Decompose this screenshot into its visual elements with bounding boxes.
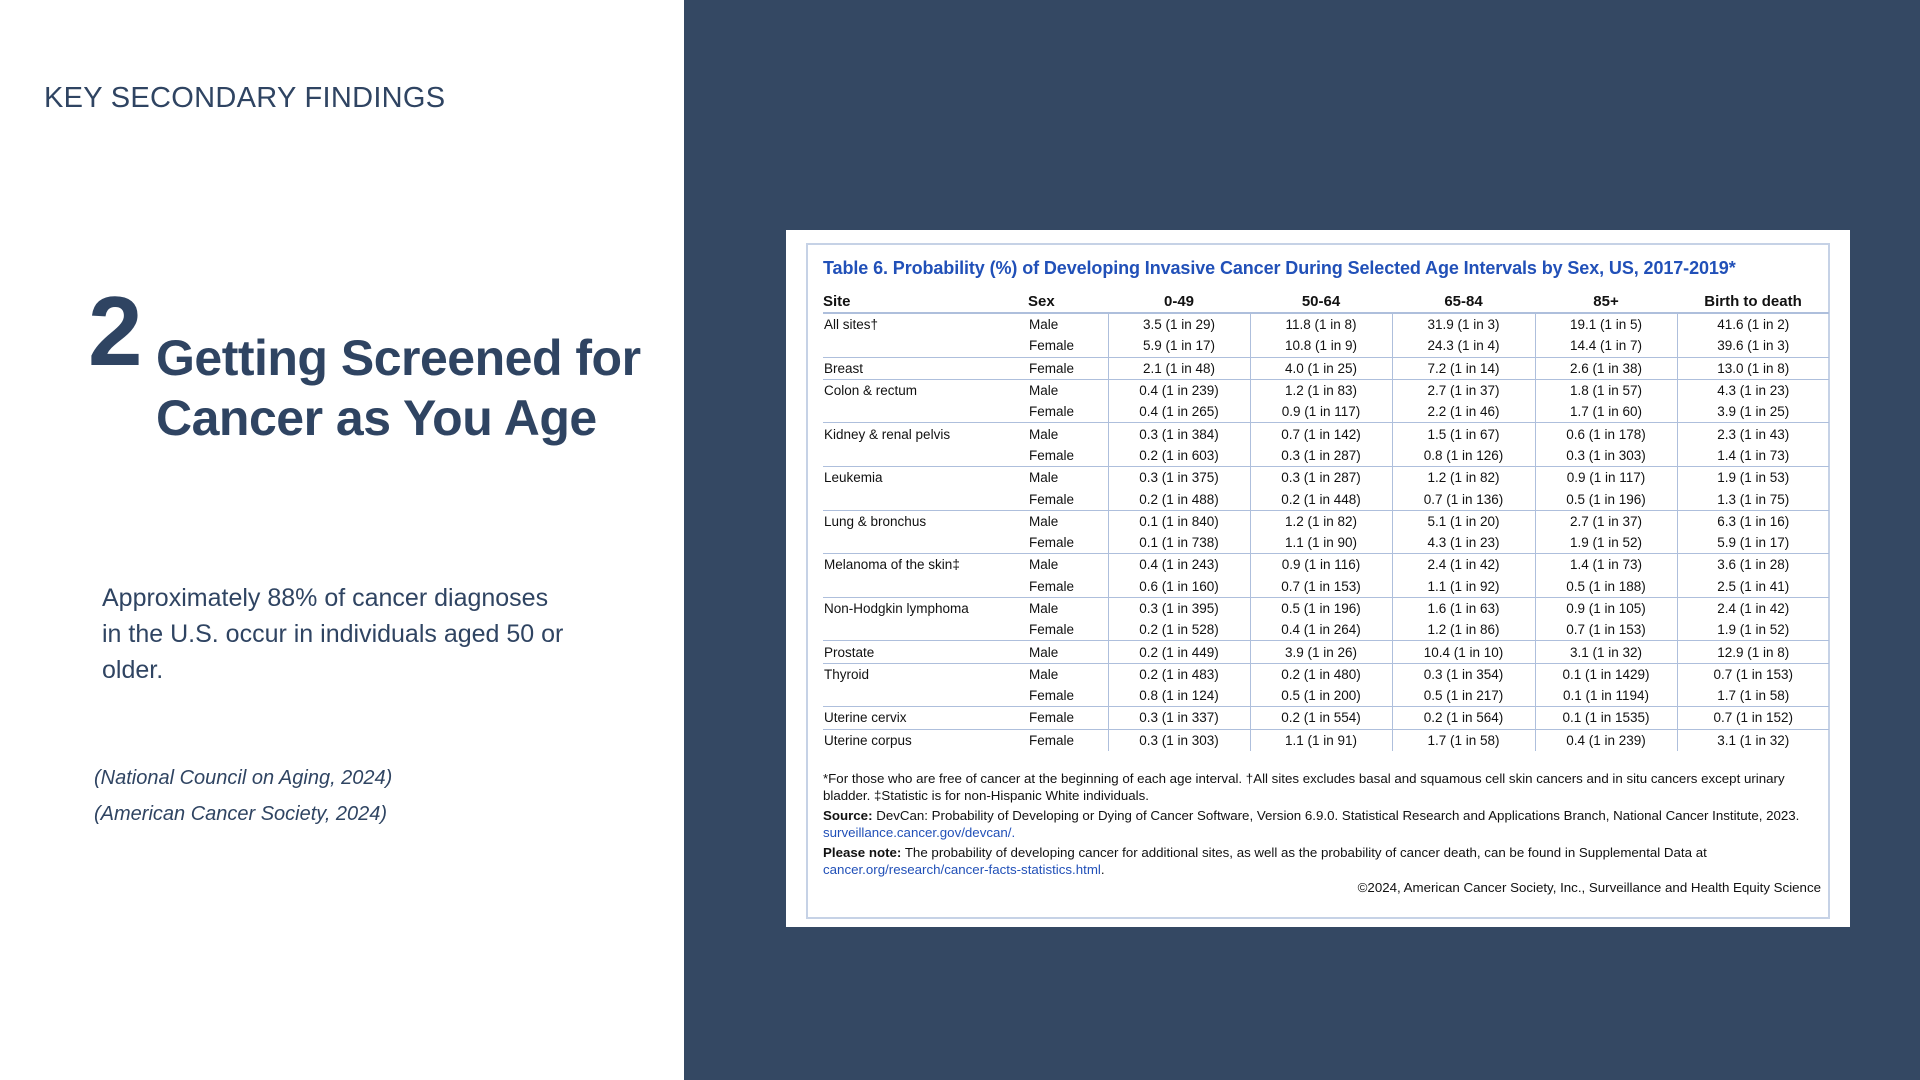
value-cell: 13.0 (1 in 8) <box>1677 357 1829 379</box>
site-cell <box>823 685 1028 707</box>
finding-body: Approximately 88% of cancer diagnoses in the U.S. occur in individuals aged 50 or older. <box>102 584 564 684</box>
value-cell: 1.3 (1 in 75) <box>1677 488 1829 510</box>
table-notes <box>823 771 1829 882</box>
value-cell: 0.3 (1 in 395) <box>1108 597 1250 619</box>
value-cell: 0.5 (1 in 217) <box>1392 685 1535 707</box>
value-cell: 6.3 (1 in 16) <box>1677 510 1829 532</box>
value-cell: 3.9 (1 in 25) <box>1677 401 1829 423</box>
value-cell: 3.6 (1 in 28) <box>1677 554 1829 576</box>
value-cell: 4.3 (1 in 23) <box>1677 379 1829 401</box>
value-cell: 1.7 (1 in 58) <box>1677 685 1829 707</box>
citation: (National Council on Aging, 2024) <box>94 767 393 789</box>
column-header: 85+ <box>1535 290 1677 313</box>
table-row <box>823 663 1829 685</box>
value-cell: 10.4 (1 in 10) <box>1392 641 1535 663</box>
table-card <box>786 230 1850 927</box>
column-header: Birth to death <box>1677 290 1829 313</box>
source-link[interactable]: surveillance.cancer.gov/devcan/. <box>823 824 1016 840</box>
site-cell: Non-Hodgkin lymphoma <box>823 597 1028 619</box>
table-row <box>823 488 1829 510</box>
table-row <box>823 554 1829 576</box>
site-cell: Prostate <box>823 641 1028 663</box>
value-cell: 1.8 (1 in 57) <box>1535 379 1677 401</box>
value-cell: 0.7 (1 in 136) <box>1392 488 1535 510</box>
value-cell: 5.9 (1 in 17) <box>1677 532 1829 554</box>
value-cell: 2.6 (1 in 38) <box>1535 357 1677 379</box>
value-cell: 14.4 (1 in 7) <box>1535 335 1677 357</box>
site-cell <box>823 576 1028 598</box>
value-cell: 0.2 (1 in 564) <box>1392 707 1535 729</box>
value-cell: 0.5 (1 in 196) <box>1535 488 1677 510</box>
value-cell: 1.1 (1 in 90) <box>1250 532 1392 554</box>
footnote: *For those who are free of cancer at the beginning of each age interval. †All sites excludes basal and squamous cell skin cancers and in situ cancers except urinary bladder. ‡Statistic is for non-Hispanic White individuals. <box>823 771 1785 803</box>
sex-cell: Female <box>1028 707 1108 729</box>
sex-cell: Male <box>1028 467 1108 489</box>
value-cell: 0.2 (1 in 488) <box>1108 488 1250 510</box>
sex-cell: Male <box>1028 663 1108 685</box>
value-cell: 0.5 (1 in 200) <box>1250 685 1392 707</box>
value-cell: 0.2 (1 in 554) <box>1250 707 1392 729</box>
table-row <box>823 510 1829 532</box>
site-cell <box>823 532 1028 554</box>
left-panel <box>0 0 684 1080</box>
value-cell: 0.2 (1 in 480) <box>1250 663 1392 685</box>
value-cell: 2.7 (1 in 37) <box>1392 379 1535 401</box>
value-cell: 1.9 (1 in 52) <box>1535 532 1677 554</box>
value-cell: 1.2 (1 in 82) <box>1250 510 1392 532</box>
value-cell: 0.1 (1 in 738) <box>1108 532 1250 554</box>
value-cell: 0.1 (1 in 1535) <box>1535 707 1677 729</box>
value-cell: 1.1 (1 in 92) <box>1392 576 1535 598</box>
sex-cell: Female <box>1029 688 1075 704</box>
value-cell: 0.2 (1 in 483) <box>1108 663 1250 685</box>
site-cell: Thyroid <box>823 663 1028 685</box>
source-text: DevCan: Probability of Developing or Dying of Cancer Software, Version 6.9.0. Statistical Research and Applications Branch, National Cancer Institute, 2023. <box>876 808 1800 823</box>
sex-cell: Female <box>1028 357 1108 379</box>
site-cell <box>823 335 1028 357</box>
table-row <box>823 729 1829 751</box>
value-cell: 0.3 (1 in 303) <box>1535 445 1677 467</box>
sex-cell: Female <box>1029 491 1075 507</box>
value-cell: 1.9 (1 in 52) <box>1677 619 1829 641</box>
column-header: 50-64 <box>1250 290 1392 313</box>
value-cell: 1.7 (1 in 60) <box>1535 401 1677 423</box>
table-row <box>823 335 1829 357</box>
value-cell: 4.0 (1 in 25) <box>1250 357 1392 379</box>
value-cell: 2.5 (1 in 41) <box>1677 576 1829 598</box>
value-cell: 0.2 (1 in 448) <box>1250 488 1392 510</box>
value-cell: 0.4 (1 in 264) <box>1250 619 1392 641</box>
table-row <box>823 445 1829 467</box>
value-cell: 0.7 (1 in 153) <box>1677 663 1829 685</box>
table-row <box>823 576 1829 598</box>
site-cell: All sites† <box>824 317 879 333</box>
value-cell: 0.3 (1 in 384) <box>1108 423 1250 445</box>
value-cell: 1.6 (1 in 63) <box>1392 597 1535 619</box>
value-cell: 11.8 (1 in 8) <box>1250 313 1392 335</box>
table-row <box>823 467 1829 489</box>
value-cell: 0.6 (1 in 160) <box>1108 576 1250 598</box>
value-cell: 0.1 (1 in 1194) <box>1535 685 1677 707</box>
value-cell: 4.3 (1 in 23) <box>1392 532 1535 554</box>
value-cell: 0.4 (1 in 243) <box>1108 554 1250 576</box>
site-cell: Uterine cervix <box>823 707 1028 729</box>
value-cell: 0.9 (1 in 117) <box>1535 467 1677 489</box>
value-cell: 2.4 (1 in 42) <box>1392 554 1535 576</box>
sex-cell: Male <box>1028 597 1108 619</box>
site-cell: Melanoma of the skin‡ <box>823 554 1028 576</box>
value-cell: 3.9 (1 in 26) <box>1250 641 1392 663</box>
value-cell: 5.9 (1 in 17) <box>1108 335 1250 357</box>
column-header: 0-49 <box>1108 290 1250 313</box>
table-header-row <box>823 290 1829 313</box>
sex-cell: Female <box>1029 338 1075 354</box>
section-label: KEY SECONDARY FINDINGS <box>44 82 446 114</box>
table-row <box>823 313 1829 335</box>
value-cell: 0.6 (1 in 178) <box>1535 423 1677 445</box>
value-cell: 2.1 (1 in 48) <box>1108 357 1250 379</box>
sex-cell: Male <box>1028 641 1108 663</box>
site-cell: Colon & rectum <box>823 379 1028 401</box>
value-cell: 1.4 (1 in 73) <box>1677 445 1829 467</box>
value-cell: 12.9 (1 in 8) <box>1677 641 1829 663</box>
value-cell: 19.1 (1 in 5) <box>1535 313 1677 335</box>
value-cell: 0.1 (1 in 840) <box>1108 510 1250 532</box>
value-cell: 0.7 (1 in 153) <box>1535 619 1677 641</box>
column-header: Sex <box>1028 290 1108 313</box>
table-row <box>823 619 1829 641</box>
note-text: The probability of developing cancer for additional sites, as well as the probability of cancer death, can be found in Supplemental Data at <box>904 845 1707 860</box>
value-cell: 7.2 (1 in 14) <box>1392 357 1535 379</box>
value-cell: 0.2 (1 in 449) <box>1108 641 1250 663</box>
value-cell: 39.6 (1 in 3) <box>1677 335 1829 357</box>
note-link[interactable]: cancer.org/research/cancer-facts-statistics.html <box>823 861 1101 877</box>
value-cell: 0.8 (1 in 126) <box>1392 445 1535 467</box>
site-cell: Kidney & renal pelvis <box>823 423 1028 445</box>
table-row <box>823 379 1829 401</box>
value-cell: 0.2 (1 in 603) <box>1108 445 1250 467</box>
site-cell <box>823 488 1028 510</box>
value-cell: 0.4 (1 in 239) <box>1535 729 1677 751</box>
value-cell: 3.1 (1 in 32) <box>1677 729 1829 751</box>
site-cell <box>823 445 1028 467</box>
value-cell: 0.1 (1 in 1429) <box>1535 663 1677 685</box>
source-note <box>823 808 1829 841</box>
sex-cell: Male <box>1028 423 1108 445</box>
sex-cell: Male <box>1028 554 1108 576</box>
table-row <box>823 532 1829 554</box>
sex-cell: Male <box>1028 379 1108 401</box>
note-end: . <box>1100 861 1105 877</box>
value-cell: 3.1 (1 in 32) <box>1535 641 1677 663</box>
value-cell: 10.8 (1 in 9) <box>1250 335 1392 357</box>
value-cell: 0.9 (1 in 116) <box>1250 554 1392 576</box>
value-cell: 0.3 (1 in 287) <box>1250 467 1392 489</box>
value-cell: 1.9 (1 in 53) <box>1677 467 1829 489</box>
value-cell: 1.2 (1 in 83) <box>1250 379 1392 401</box>
site-cell: Leukemia <box>823 467 1028 489</box>
value-cell: 3.5 (1 in 29) <box>1108 313 1250 335</box>
table-row <box>823 641 1829 663</box>
value-cell: 0.5 (1 in 188) <box>1535 576 1677 598</box>
citation: (American Cancer Society, 2024) <box>94 803 388 825</box>
note-label: Please note: <box>823 845 902 860</box>
value-cell: 2.7 (1 in 37) <box>1535 510 1677 532</box>
value-cell: 0.7 (1 in 153) <box>1250 576 1392 598</box>
table-row <box>823 401 1829 423</box>
value-cell: 0.3 (1 in 375) <box>1108 467 1250 489</box>
sex-cell: Female <box>1028 729 1108 751</box>
finding-number: 2 <box>88 276 143 386</box>
site-cell: Uterine corpus <box>823 729 1028 751</box>
site-cell <box>823 401 1028 423</box>
sex-cell: Male <box>1029 317 1059 333</box>
probability-table <box>823 290 1829 751</box>
site-cell: Lung & bronchus <box>823 510 1028 532</box>
value-cell: 0.3 (1 in 303) <box>1108 729 1250 751</box>
value-cell: 0.3 (1 in 337) <box>1108 707 1250 729</box>
value-cell: 0.9 (1 in 105) <box>1535 597 1677 619</box>
value-cell: 1.7 (1 in 58) <box>1392 729 1535 751</box>
value-cell: 24.3 (1 in 4) <box>1392 335 1535 357</box>
table-row <box>823 357 1829 379</box>
site-cell: Breast <box>823 357 1028 379</box>
table-row <box>823 707 1829 729</box>
value-cell: 5.1 (1 in 20) <box>1392 510 1535 532</box>
value-cell: 0.4 (1 in 239) <box>1108 379 1250 401</box>
value-cell: 0.7 (1 in 152) <box>1677 707 1829 729</box>
value-cell: 1.1 (1 in 91) <box>1250 729 1392 751</box>
finding-title: Getting Screened for Cancer as You Age <box>156 330 641 446</box>
sex-cell: Female <box>1029 404 1075 420</box>
table-row <box>823 685 1829 707</box>
value-cell: 2.3 (1 in 43) <box>1677 423 1829 445</box>
value-cell: 0.3 (1 in 354) <box>1392 663 1535 685</box>
value-cell: 0.9 (1 in 117) <box>1250 401 1392 423</box>
value-cell: 0.7 (1 in 142) <box>1250 423 1392 445</box>
please-note <box>823 845 1829 878</box>
column-header: Site <box>823 290 1028 313</box>
value-cell: 1.2 (1 in 82) <box>1392 467 1535 489</box>
site-cell <box>823 619 1028 641</box>
value-cell: 2.4 (1 in 42) <box>1677 597 1829 619</box>
value-cell: 1.4 (1 in 73) <box>1535 554 1677 576</box>
value-cell: 0.3 (1 in 287) <box>1250 445 1392 467</box>
copyright: ©2024, American Cancer Society, Inc., Surveillance and Health Equity Science <box>1357 880 1821 895</box>
sex-cell: Female <box>1029 447 1075 463</box>
value-cell: 0.4 (1 in 265) <box>1108 401 1250 423</box>
table-title: Table 6. Probability (%) of Developing Invasive Cancer During Selected Age Intervals by Sex, US, 2017-2019* <box>823 258 1736 278</box>
table-row <box>823 423 1829 445</box>
sex-cell: Female <box>1029 578 1075 594</box>
value-cell: 0.2 (1 in 528) <box>1108 619 1250 641</box>
value-cell: 1.5 (1 in 67) <box>1392 423 1535 445</box>
column-header: 65-84 <box>1392 290 1535 313</box>
value-cell: 1.2 (1 in 86) <box>1392 619 1535 641</box>
value-cell: 41.6 (1 in 2) <box>1677 313 1829 335</box>
value-cell: 0.8 (1 in 124) <box>1108 685 1250 707</box>
source-label: Source: <box>823 808 873 823</box>
table-row <box>823 597 1829 619</box>
value-cell: 2.2 (1 in 46) <box>1392 401 1535 423</box>
value-cell: 31.9 (1 in 3) <box>1392 313 1535 335</box>
sex-cell: Male <box>1028 510 1108 532</box>
value-cell: 0.5 (1 in 196) <box>1250 597 1392 619</box>
sex-cell: Female <box>1029 535 1075 551</box>
sex-cell: Female <box>1029 622 1075 638</box>
